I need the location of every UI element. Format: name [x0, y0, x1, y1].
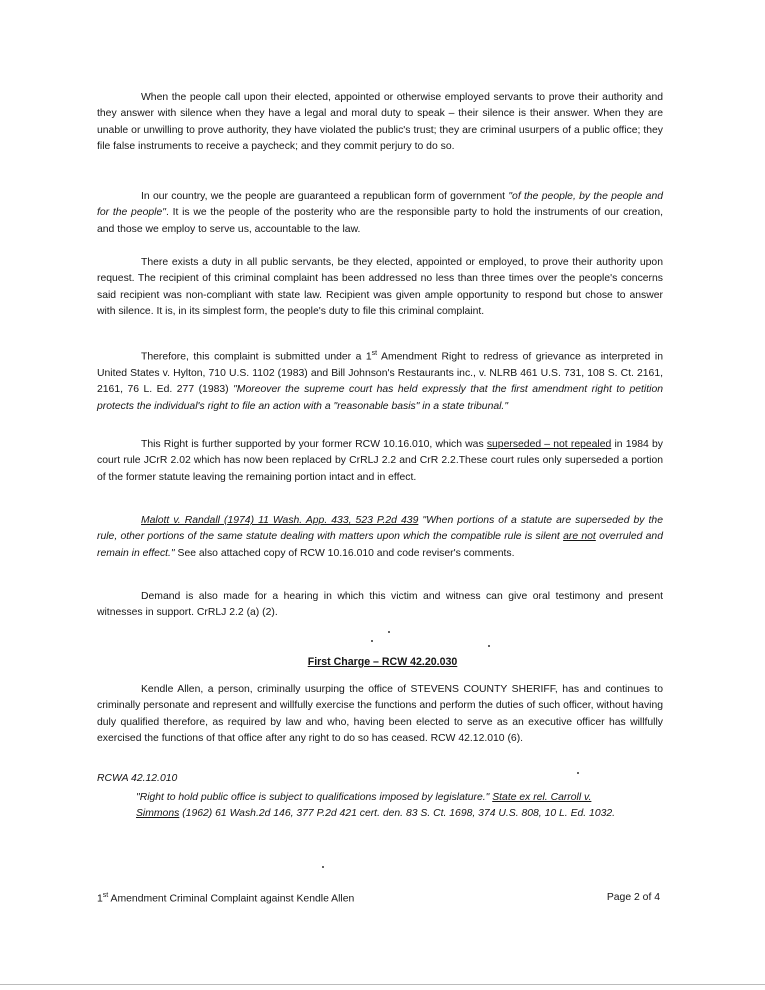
section-heading: First Charge – RCW 42.20.030 [307, 656, 458, 668]
statute-quote-case: State ex rel. Carroll v. Simmons [136, 792, 592, 820]
paragraph-rcw-underlined: superseded – not repealed [486, 439, 612, 450]
paragraph-malott-quote-b: overruled and remain in effect." [97, 531, 663, 559]
paragraph-malott-quote-a: "When portions of a statute are superseded by the rule, other portions of the same statute dealing with matters upon which the compatible rule is silent [97, 515, 663, 543]
paragraph-republican-text-a: In our country, we the people are guaranteed a republican form of government [141, 191, 509, 202]
paragraph-malott [97, 513, 663, 562]
paragraph-malott-text: See also attached copy of RCW 10.16.010 and code reviser's comments. [174, 547, 515, 559]
scan-speck [488, 645, 490, 647]
paragraph-duty [97, 255, 663, 321]
footer-title-a: 1 [97, 893, 103, 905]
paragraph-first-charge-text: Kendle Allen, a person, criminally usurping the office of STEVENS COUNTY SHERIFF, has and continues to criminally personate and represent and willfully exercise the functions and perform the duties of such officer, without having duly qualified therefore, as required by law and who, having been elected to serve as an executive officer has willfully exercised the functions of that office after any right to do so has ceased. RCW 42.12.010 (6). [97, 684, 663, 745]
page-number: Page 2 of 4 [606, 892, 660, 903]
paragraph-rcw-text-b: in 1984 by court rule JCrR 2.02 which has now been replaced by CrRLJ 2.2 and CrR 2.2.These court rules only superseded a portion of the former statute leaving the remaining portion intact and in effect. [97, 439, 663, 483]
scan-edge [0, 984, 765, 985]
paragraph-first-charge [97, 682, 663, 748]
statute-quote-text-b: (1962) 61 Wash.2d 146, 377 P.2d 421 cert. den. 83 S. Ct. 1698, 374 U.S. 808, 10 L. Ed. 1032. [179, 808, 616, 820]
paragraph-silence-text: When the people call upon their elected, appointed or otherwise employed servants to prove their authority and they answer with silence when they have a legal and moral duty to speak – their silence is their answer. When they are unable or unwilling to prove authority, they have violated the public's trust; they are criminal usurpers of a public office; they file false instruments to receive a paycheck; and they commit perjury to do so. [97, 92, 663, 153]
footer-title [97, 892, 354, 904]
paragraph-first-amendment-text-a: Therefore, this complaint is submitted under a 1 [141, 351, 372, 363]
footer-title-b: Amendment Criminal Complaint against Kendle Allen [108, 893, 355, 905]
paragraph-first-amendment-sup: st [371, 350, 378, 357]
paragraph-first-amendment [97, 346, 663, 415]
paragraph-first-amendment-quote: "Moreover the supreme court has held expressly that the first amendment right to petition protects the individual's right to file an action with a "reasonable basis" in a state tribunal." [97, 384, 663, 412]
scan-speck [371, 640, 373, 642]
statute-quote-text-a: "Right to hold public office is subject to qualifications imposed by legislature." [136, 792, 493, 803]
paragraph-first-amendment-text-b: Amendment Right to redress of grievance as interpreted in United States v. Hylton, 710 U.S. 1102 (1983) and Bill Johnson's Restaurants inc., v. NLRB 461 U.S. 731, 108 S. Ct. 2161, 2161, 76 L. Ed. 277 (1983) [97, 351, 663, 396]
paragraph-rcw-text-a: This Right is further supported by your former RCW 10.16.010, which was [141, 439, 487, 450]
paragraph-duty-text: There exists a duty in all public servants, be they elected, appointed or employed, to prove their authority upon request. The recipient of this criminal complaint has been addressed no less than three times over the people's concerns said recipient was non-compliant with state law. Recipient was given ample opportunity to respond but chose to answer with silence. It is, in its simplest form, the people's duty to file this criminal complaint. [97, 257, 663, 318]
scan-speck [577, 772, 579, 774]
paragraph-demand-text: Demand is also made for a hearing in which this victim and witness can give oral testimony and present witnesses in support. CrRLJ 2.2 (a) (2). [97, 591, 663, 619]
footer-title-sup: st [102, 892, 109, 899]
paragraph-demand-hearing [97, 589, 663, 622]
paragraph-republican-text-c: . It is we the people of the posterity who are the responsible party to hold the instruments of our creation, and those we employ to serve us, accountable to the law. [97, 207, 663, 235]
paragraph-silence [97, 90, 663, 156]
statute-quote [136, 790, 622, 823]
paragraph-malott-citation: Malott v. Randall (1974) 11 Wash. App. 433, 523 P.2d 439 [141, 515, 419, 526]
paragraph-republican-quote: "of the people, by the people and for the people" [97, 191, 664, 219]
scan-speck [388, 631, 390, 633]
scan-speck [322, 866, 324, 868]
statute-label: RCWA 42.12.010 [97, 773, 178, 784]
paragraph-republican-form [97, 189, 663, 238]
paragraph-malott-quote-underlined: are not [563, 531, 596, 543]
paragraph-rcw-support [97, 437, 663, 486]
